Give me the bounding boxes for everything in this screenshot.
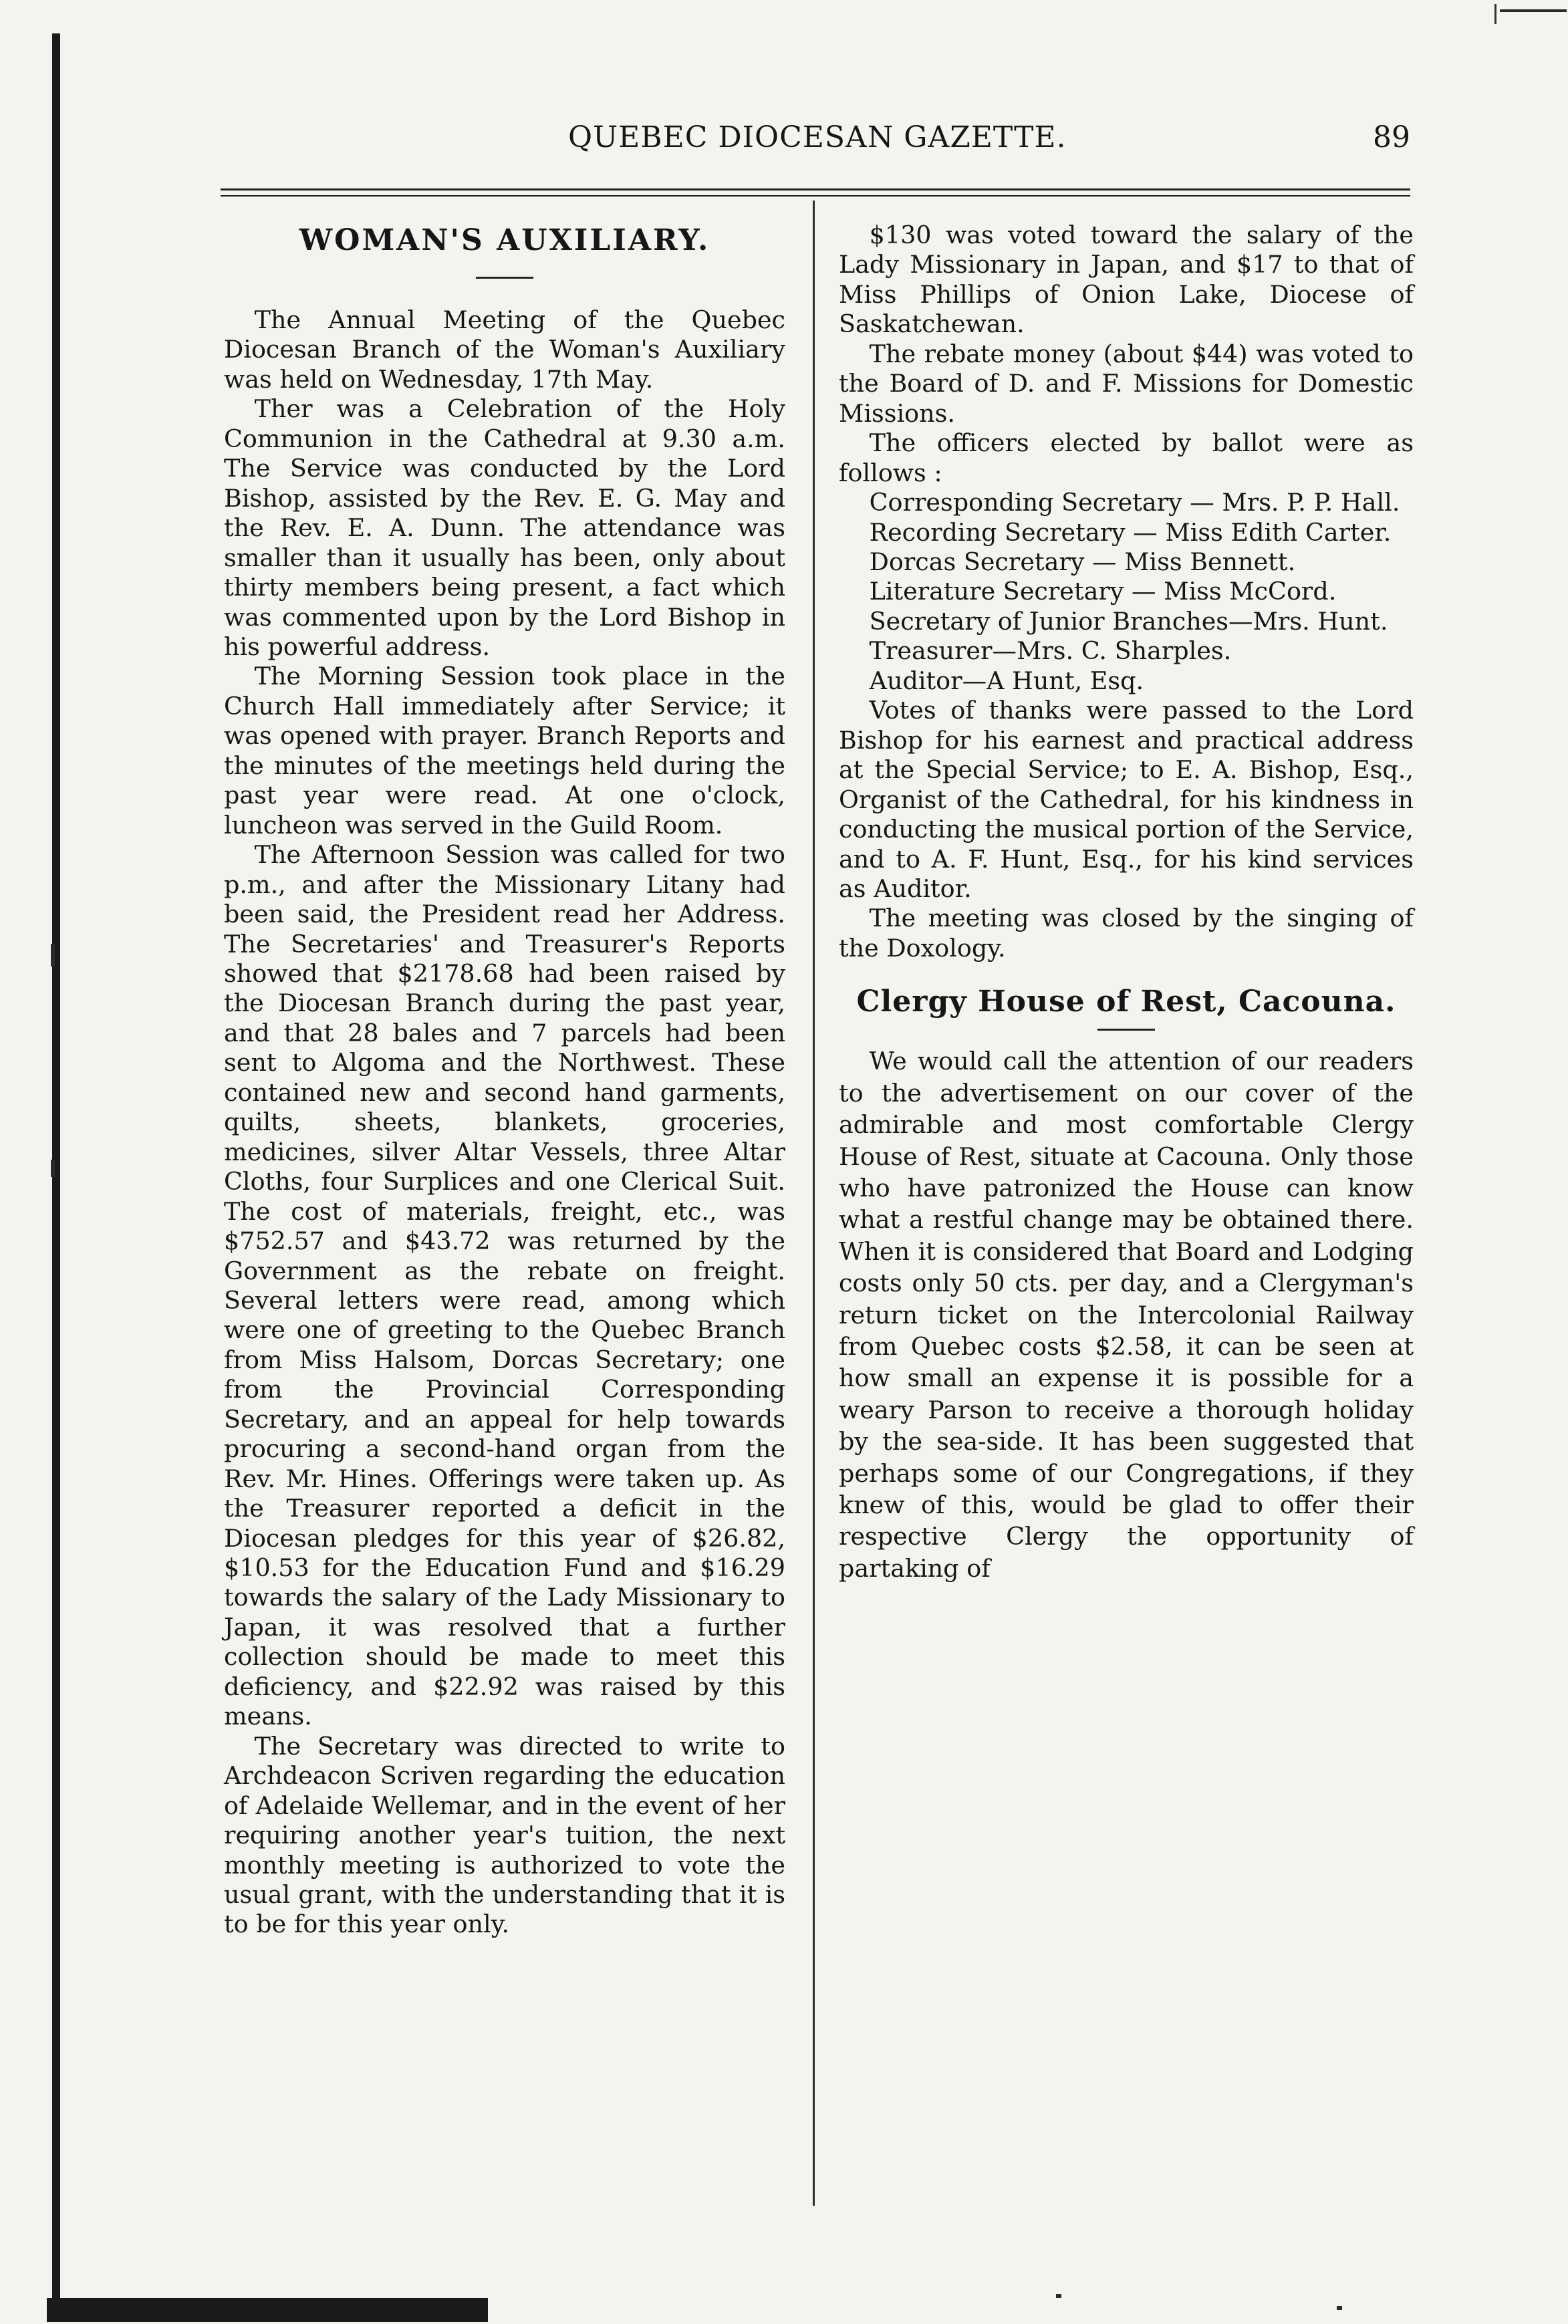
scan-edge-bar-bottom: [47, 2298, 488, 2322]
article-paragraph: $130 was voted toward the salary of the Lady Missionary in Japan, and $17 to that of Miss Phillips of Onion Lake, Diocese of Saskatchewan.: [839, 221, 1414, 339]
scan-speck: [51, 1160, 55, 1177]
officer-entry: Literature Secretary — Miss McCord.: [869, 577, 1337, 606]
article-paragraph: The Annual Meeting of the Quebec Diocesan Branch of the Woman's Auxiliary was held on Wednesday, 17th May.: [224, 305, 785, 394]
scan-edge-mark-top: [1500, 9, 1567, 12]
title-rule: [476, 277, 533, 279]
article-paragraph: The Morning Session took place in the Church Hall immediately after Service; it was opened with prayer. Branch Reports and the minutes of the meetings held during the past year were read. At one o'clock, luncheon was served in the Guild Room.: [224, 662, 785, 840]
scan-speck: [51, 944, 55, 966]
clergy-house-title: Clergy House of Rest, Cacouna.: [856, 985, 1396, 1019]
article-paragraph: The Secretary was directed to write to Archdeacon Scriven regarding the education of Adelaide Wellemar, and in the event of her requiring another year's tuition, the next monthly meeting is authorized to vote the usual grant, with the understanding that it is to be for this year only.: [224, 1731, 785, 1939]
auxiliary-title: WOMAN'S AUXILIARY.: [299, 223, 710, 257]
article-paragraph: Votes of thanks were passed to the Lord Bishop for his earnest and practical address at the Special Service; to E. A. Bishop, Esq., Organist of the Cathedral, for his kindness in conducting the musical portion of the Service, and to A. F. Hunt, Esq., for his kind services as Auditor.: [839, 696, 1414, 903]
officer-entry: Treasurer—Mrs. C. Sharples.: [869, 636, 1232, 666]
column-right: [839, 221, 1414, 1584]
officer-entry: Recording Secretary — Miss Edith Carter.: [869, 517, 1392, 547]
article-paragraph: The meeting was closed by the singing of the Doxology.: [839, 904, 1414, 962]
article-paragraph: The rebate money (about $44) was voted to the Board of D. and F. Missions for Domestic Missions.: [839, 339, 1414, 428]
header-rule-top: [221, 188, 1410, 190]
scan-speck: [1056, 2294, 1061, 2298]
officer-entry: Secretary of Junior Branches—Mrs. Hunt.: [869, 606, 1388, 636]
column-divider: [813, 201, 815, 2206]
title-rule: [1097, 1029, 1155, 1031]
scan-speck: [1337, 2306, 1342, 2310]
publication-title: QUEBEC DIOCESAN GAZETTE.: [568, 120, 1067, 154]
officer-entry: Corresponding Secretary — Mrs. P. P. Hall.: [869, 488, 1400, 517]
scan-edge-tick: [1494, 4, 1500, 24]
article-paragraph: Ther was a Celebration of the Holy Communion in the Cathedral at 9.30 a.m. The Service was conducted by the Lord Bishop, assisted by the Rev. E. G. May and the Rev. E. A. Dunn. The attendance was smaller than it usually has been, only about thirty members being present, a fact which was commented upon by the Lord Bishop in his powerful address.: [224, 394, 785, 661]
header-rule-bottom: [221, 195, 1410, 197]
officer-entry: Dorcas Secretary — Miss Bennett.: [869, 547, 1296, 576]
page-number: 89: [1373, 120, 1410, 154]
article-paragraph: The officers elected by ballot were as follows :: [839, 428, 1414, 487]
officer-entry: Auditor—A Hunt, Esq.: [869, 666, 1144, 695]
column-left: [224, 221, 785, 1940]
article-paragraph: The Afternoon Session was called for two p.m., and after the Missionary Litany had been said, the President read her Address. The Secretaries' and Treasurer's Reports showed that $2178.68 had been raised by the Diocesan Branch during the past year, and that 28 bales and 7 parcels had been sent to Algoma and the Northwest. These contained new and second hand garments, quilts, sheets, blankets, groceries, medicines, silver Altar Vessels, three Altar Cloths, four Surplices and one Clerical Suit. The cost of materials, freight, etc., was $752.57 and $43.72 was returned by the Government as the rebate on freight. Several letters were read, among which were one of greeting to the Quebec Branch from Miss Halsom, Dorcas Secretary; one from the Provincial Corresponding Secretary, and an appeal for help towards procuring a second-hand organ from the Rev. Mr. Hines. Offerings were taken up. As the Treasurer reported a deficit in the Diocesan pledges for this year of $26.82, $10.53 for the Education Fund and $16.29 towards the salary of the Lady Missionary to Japan, it was resolved that a further collection should be made to meet this deficiency, and $22.92 was raised by this means.: [224, 840, 785, 1731]
officer-list: [839, 488, 1414, 696]
clergy-house-paragraph: We would call the attention of our readers to the advertisement on our cover of the admirable and most comfortable Clergy House of Rest, situate at Cacouna. Only those who have patronized the House can know what a restful change may be obtained there. When it is considered that Board and Lodging costs only 50 cts. per day, and a Clergyman's return ticket on the Intercolonial Railway from Quebec costs $2.58, it can be seen at how small an expense it is possible for a weary Parson to receive a thorough holiday by the sea-side. It has been suggested that perhaps some of our Congregations, if they knew of this, would be glad to offer their respective Clergy the opportunity of partaking of: [839, 1047, 1414, 1583]
page-header: [221, 120, 1410, 174]
